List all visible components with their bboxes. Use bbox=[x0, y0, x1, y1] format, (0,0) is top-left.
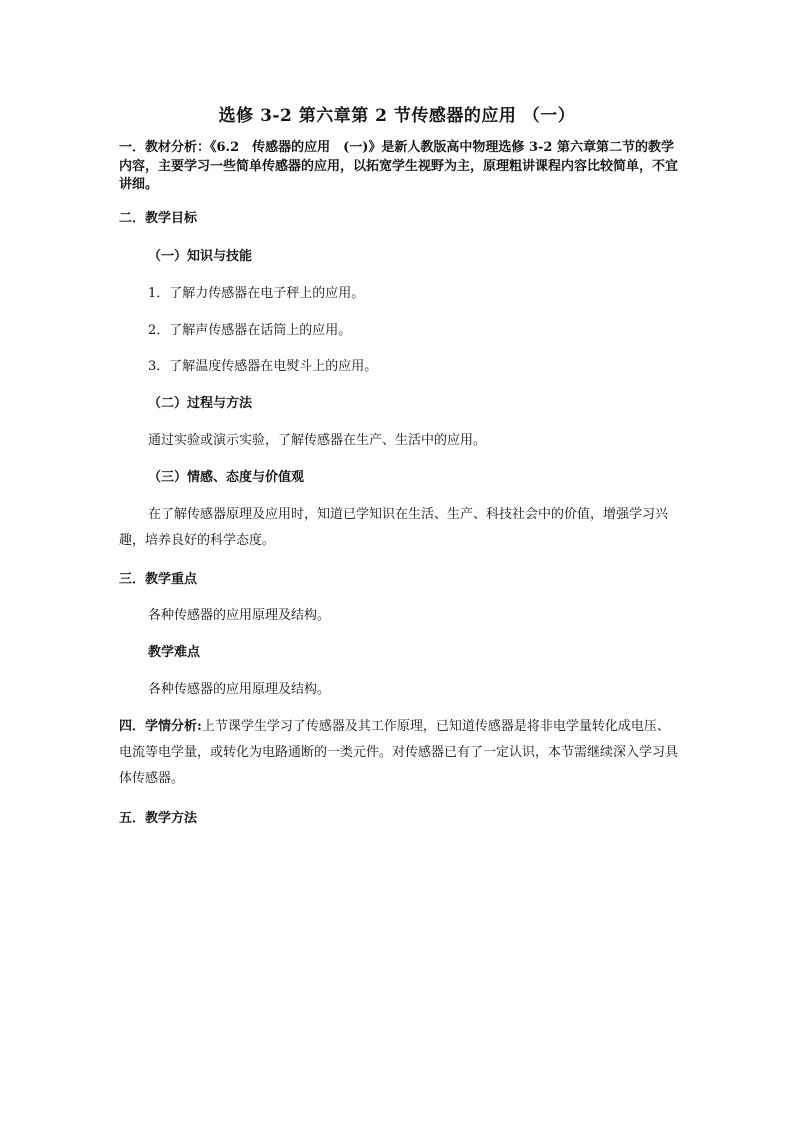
subheading-process-method: （二）过程与方法 bbox=[148, 396, 253, 411]
section-student-analysis bbox=[119, 714, 679, 792]
goal-item-1: 1．了解力传感器在电子秤上的应用。 bbox=[148, 286, 365, 301]
process-method-text: 通过实验或演示实验，了解传感器在生产、生活中的应用。 bbox=[148, 433, 487, 448]
teaching-focus-text: 各种传感器的应用原理及结构。 bbox=[148, 608, 331, 623]
section-label-material-analysis: 一．教材分析： bbox=[119, 140, 211, 155]
section-label-student-analysis: 四．学情分析: bbox=[119, 719, 202, 734]
section-heading-teaching-focus: 三．教学重点 bbox=[119, 572, 198, 587]
document-title: 选修 3-2 第六章第 2 节传感器的应用 （一） bbox=[218, 106, 576, 126]
goal-item-3: 3．了解温度传感器在电熨斗上的应用。 bbox=[148, 359, 378, 374]
goal-item-2: 2．了解声传感器在话筒上的应用。 bbox=[148, 323, 352, 338]
section-heading-teaching-method: 五．教学方法 bbox=[119, 811, 198, 826]
material-analysis-text: 《6.2 传感器的应用 (一)》是新人教版高中物理选修 3-2 第六章第二节的教学内容，主要学习一些简单传感器的应用，以拓宽学生视野为主，原理粗讲课程内容比较简单，不宜讲细。 bbox=[119, 140, 679, 192]
heading-teaching-difficulty: 教学难点 bbox=[148, 645, 201, 660]
student-analysis-text: 上节课学生学习了传感器及其工作原理，已知道传感器是将非电学量转化成电压、电流等电学量，或转化为电路通断的一类元件。对传感器已有了一定认识，本节需继续深入学习具体传感器。 bbox=[119, 719, 679, 786]
teaching-difficulty-text: 各种传感器的应用原理及结构。 bbox=[148, 682, 331, 697]
section-teaching-material-analysis bbox=[119, 139, 679, 195]
emotion-attitude-values-text: 在了解传感器原理及应用时，知道已学知识在生活、生产、科技社会中的价值，增强学习兴趣，培养良好的科学态度。 bbox=[119, 507, 669, 548]
section-heading-teaching-goals: 二．教学目标 bbox=[119, 211, 198, 226]
subheading-emotion-attitude-values: （三）情感、态度与价值观 bbox=[148, 470, 305, 485]
subheading-knowledge-skills: （一）知识与技能 bbox=[148, 249, 253, 264]
